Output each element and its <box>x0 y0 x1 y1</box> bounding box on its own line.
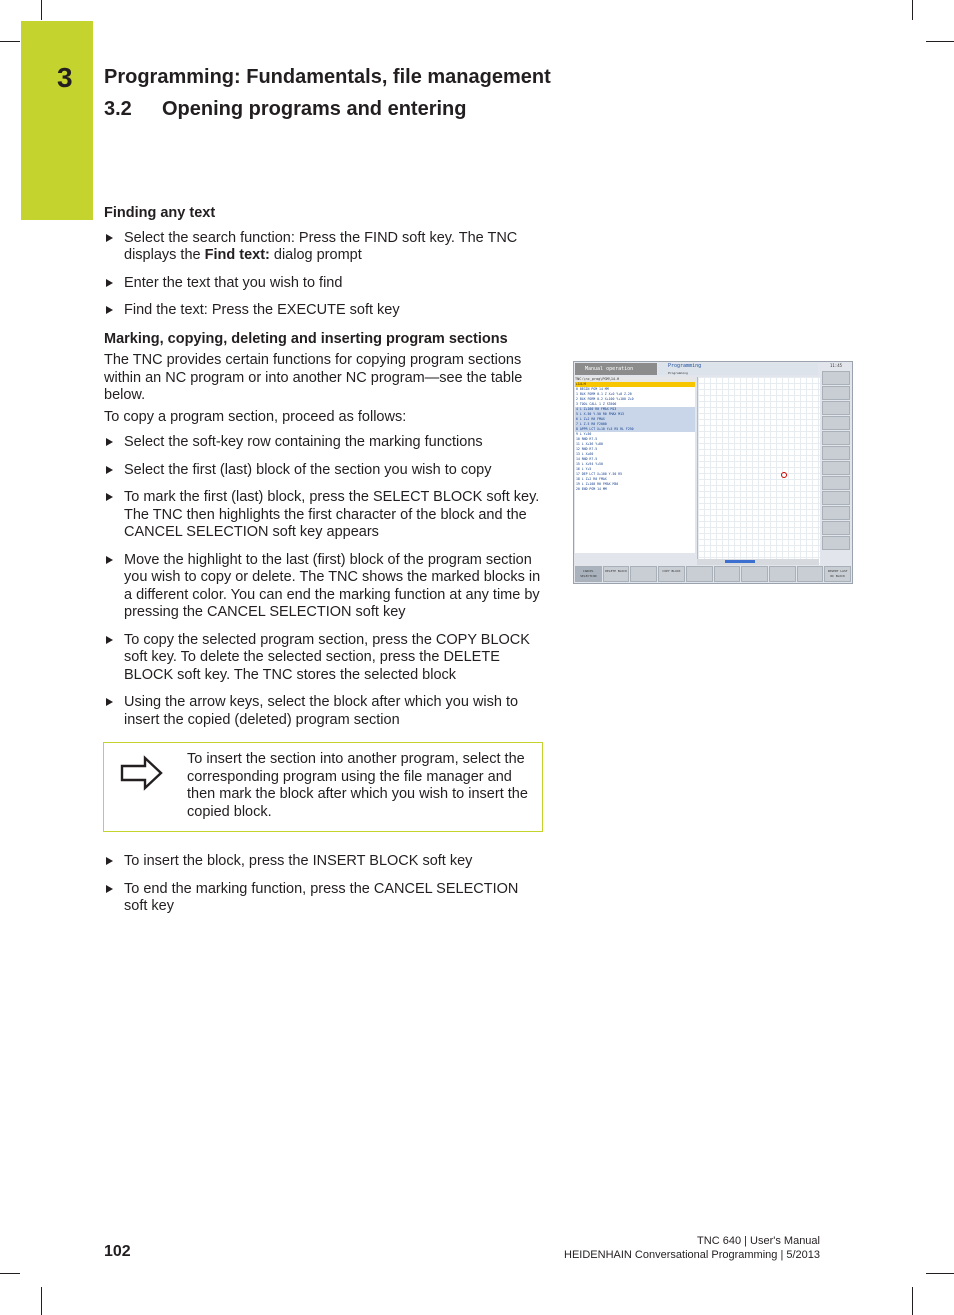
vertical-softkey[interactable] <box>822 461 850 475</box>
footer-line-1: TNC 640 | User's Manual <box>697 1235 820 1247</box>
note-text: To insert the section into another program, select the corresponding program using the file manager and then mark the block after which you wish to insert the copied block. <box>187 751 528 820</box>
vertical-softkeys <box>822 371 850 565</box>
softkey-empty[interactable] <box>686 566 713 582</box>
graphics-window <box>697 377 820 565</box>
program-line[interactable]: 12 RND R7.5 <box>576 447 598 451</box>
program-line[interactable]: 3 TOOL CALL 1 Z S3500 <box>576 402 617 406</box>
vertical-softkey[interactable] <box>822 431 850 445</box>
softkey-delete-block[interactable]: DELETE BLOCK <box>603 566 630 582</box>
program-line[interactable]: 10 RND R7.5 <box>576 437 598 441</box>
bullet-arrow-icon <box>106 636 113 644</box>
list-item <box>104 552 544 622</box>
mode-manual-operation: Manual operation <box>575 363 657 375</box>
vertical-softkey[interactable] <box>822 416 850 430</box>
crop-mark <box>41 0 42 20</box>
softkey-empty[interactable] <box>630 566 657 582</box>
list-item <box>104 302 544 320</box>
list-item <box>104 434 544 452</box>
program-line[interactable]: 8 APPR LCT X+10 Y+5 R5 RL F250 <box>575 427 695 432</box>
mode-programming-label: Programming <box>668 363 702 369</box>
crop-mark <box>912 1287 913 1315</box>
bullet-arrow-icon <box>106 493 113 501</box>
bullet-arrow-icon <box>106 279 113 287</box>
program-line[interactable]: 18 L Z+2 R0 FMAX <box>576 477 607 481</box>
section-number: 3.2 <box>104 98 132 120</box>
list-item <box>104 632 544 685</box>
vertical-softkey[interactable] <box>822 476 850 490</box>
vertical-softkey[interactable] <box>822 371 850 385</box>
list-item-text: To insert the block, press the INSERT BLOCK soft key <box>124 853 473 869</box>
program-line[interactable]: 11 L X+36 Y+80 <box>576 442 603 446</box>
vertical-softkey[interactable] <box>822 506 850 520</box>
vertical-softkey[interactable] <box>822 536 850 550</box>
page-number: 102 <box>104 1243 131 1260</box>
list-item-text: To end the marking function, press the CANCEL SELECTION soft key <box>124 880 519 914</box>
program-line[interactable]: 2 BLK FORM 0.2 X+100 Y+100 Z+0 <box>576 397 634 401</box>
vertical-softkey[interactable] <box>822 521 850 535</box>
list-item <box>104 694 544 729</box>
list-item-text: To mark the first (last) block, press the SELECT BLOCK soft key. The TNC then highlights the first character of the block and the CANCEL SELECTION soft key appears <box>124 489 540 540</box>
list-item <box>104 275 544 293</box>
graphic-scrollbar[interactable] <box>697 559 819 565</box>
list-item <box>104 489 544 542</box>
section-title-text: Opening programs and entering <box>162 98 467 120</box>
dialog-prompt-name: Find text: <box>204 247 270 263</box>
program-line[interactable]: 16 L Y+5 <box>576 467 592 471</box>
list-item-text: Select the soft-key row containing the marking functions <box>124 434 483 450</box>
bullet-arrow-icon <box>106 306 113 314</box>
list-item-text: Select the search function: Press the FIND soft key. The TNC displays the <box>124 229 518 263</box>
program-line[interactable]: 17 DEP LCT X+100 Y-50 R5 <box>576 472 623 476</box>
program-editor <box>575 377 695 553</box>
program-line[interactable]: 13 L X+60 <box>576 452 594 456</box>
program-path: TNC:\nc_prog\PGM\14.H <box>575 377 695 382</box>
mode-programming <box>658 363 818 375</box>
bullet-arrow-icon <box>106 234 113 242</box>
after-note-content <box>104 853 544 916</box>
list-item-text: Enter the text that you wish to find <box>124 274 343 291</box>
softkey-row <box>575 566 851 582</box>
vertical-softkey[interactable] <box>822 386 850 400</box>
vertical-softkey[interactable] <box>822 491 850 505</box>
crop-mark <box>926 41 954 42</box>
chapter-tab <box>21 21 93 220</box>
tnc-screenshot <box>573 361 853 584</box>
bullet-arrow-icon <box>106 885 113 893</box>
footer-line-2: HEIDENHAIN Conversational Programming | 5/2013 <box>564 1249 820 1261</box>
crop-mark <box>0 41 20 42</box>
program-line[interactable]: 5 L X-50 Y-50 R0 FMAX M13 <box>575 412 695 417</box>
list-item-text: Using the arrow keys, select the block after which you wish to insert the copied (deleted) program section <box>124 694 519 728</box>
list-item <box>104 230 544 265</box>
softkey-empty[interactable] <box>741 566 768 582</box>
tool-position-icon <box>781 472 787 478</box>
marking-intro: The TNC provides certain functions for copying program sections within an NC program or into another NC program—see the table below. <box>104 352 523 403</box>
mode-programming-sub: Programming <box>668 371 688 375</box>
chapter-title: Programming: Fundamentals, file management <box>104 66 551 88</box>
crop-mark <box>0 1273 20 1274</box>
program-line[interactable]: 20 END PGM 14 MM <box>576 487 607 491</box>
softkey-cancel-selection[interactable]: CANCEL SELECTION <box>575 566 602 582</box>
bullet-arrow-icon <box>106 466 113 474</box>
scrollbar-thumb[interactable] <box>725 560 755 563</box>
footer-right <box>564 1234 820 1262</box>
vertical-softkey[interactable] <box>822 446 850 460</box>
list-item-text: Select the first (last) block of the section you wish to copy <box>124 461 492 478</box>
list-item-text: To copy the selected program section, press the COPY BLOCK soft key. To delete the selected section, press the DELETE BLOCK soft key. The TNC stores the selected block <box>124 631 530 683</box>
list-item <box>104 881 544 916</box>
program-line[interactable]: 14 RND R7.5 <box>576 457 598 461</box>
softkey-copy-block[interactable]: COPY BLOCK <box>658 566 685 582</box>
crop-mark <box>926 1273 954 1274</box>
bullet-arrow-icon <box>106 698 113 706</box>
softkey-empty[interactable] <box>769 566 796 582</box>
program-line[interactable]: 0 BEGIN PGM 14 MM <box>576 387 609 391</box>
program-line[interactable]: 6 L Z+2 R0 FMAX <box>575 417 695 422</box>
program-line[interactable]: 1 BLK FORM 0.1 Z X+0 Y+0 Z-20 <box>576 392 632 396</box>
clock: 11:45 <box>829 363 843 368</box>
program-line[interactable]: 7 L Z-5 R0 F2000 <box>575 422 695 427</box>
bullet-arrow-icon <box>106 857 113 865</box>
bullet-arrow-icon <box>106 556 113 564</box>
list-item-text: dialog prompt <box>269 247 362 263</box>
program-line[interactable]: 9 L Y+50 <box>576 432 592 436</box>
list-item <box>104 853 544 871</box>
softkey-empty[interactable] <box>714 566 741 582</box>
bullet-arrow-icon <box>106 438 113 446</box>
program-line[interactable]: 19 L Z+100 R0 FMAX M30 <box>576 482 619 486</box>
program-line[interactable]: 4 L Z+100 R0 FMAX M13 <box>575 407 695 412</box>
section-title <box>104 98 466 121</box>
list-item <box>104 462 544 480</box>
hint-arrow-icon <box>120 755 164 791</box>
marking-heading: Marking, copying, deleting and inserting program sections <box>104 330 508 347</box>
finding-heading: Finding any text <box>104 205 216 221</box>
softkey-empty[interactable] <box>797 566 824 582</box>
softkey-insert-last-nc-block[interactable]: INSERT LAST NC BLOCK <box>824 566 851 582</box>
vertical-softkey[interactable] <box>822 401 850 415</box>
program-line[interactable]: 15 L X+94 Y+50 <box>576 462 603 466</box>
crop-mark <box>41 1287 42 1315</box>
list-item-text: Move the highlight to the last (first) block of the program section you wish to copy or delete. The TNC shows the marked blocks in a different color. You can end the marking function at any time by pressing the CANCEL SELECTION soft key <box>124 551 541 620</box>
crop-mark <box>912 0 913 20</box>
main-content <box>104 205 544 729</box>
program-line[interactable]: ▸14.H <box>575 382 695 387</box>
marking-intro-2: To copy a program section, proceed as follows: <box>104 408 407 425</box>
chapter-number: 3 <box>57 62 73 93</box>
note-box <box>103 742 543 832</box>
list-item-text: Find the text: Press the EXECUTE soft key <box>124 302 400 318</box>
